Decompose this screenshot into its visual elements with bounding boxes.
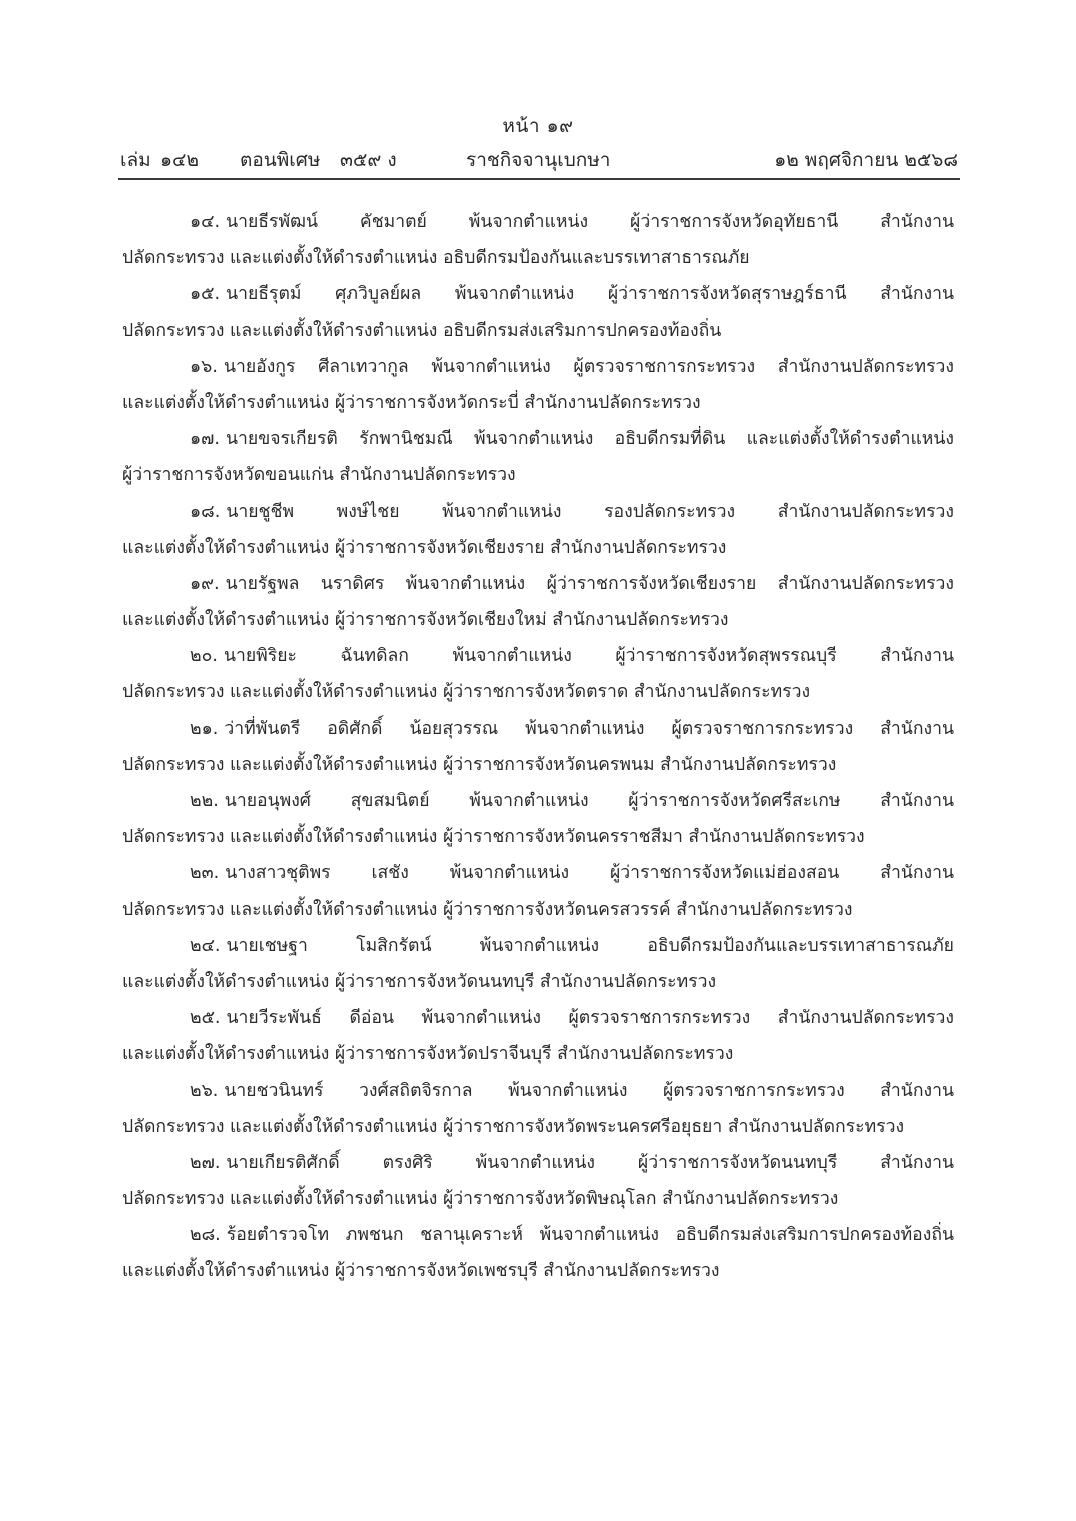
item-line-2: และแต่งตั้งให้ดำรงตำแหน่ง ผู้ว่าราชการจังหวัดเชียงราย สำนักงานปลัดกระทรวง — [122, 537, 727, 558]
volume-number: ๑๔๒ — [160, 149, 199, 171]
item-line-1 — [122, 421, 954, 457]
item-number: ๒๑. — [190, 718, 219, 739]
page-number: หน้า ๑๙ — [502, 115, 574, 137]
list-item — [122, 711, 954, 783]
item-number: ๑๙. — [190, 573, 220, 594]
item-line-1 — [122, 928, 954, 964]
item-number: ๒๓. — [190, 863, 220, 884]
item-line-2: และแต่งตั้งให้ดำรงตำแหน่ง ผู้ว่าราชการจังหวัดเชียงใหม่ สำนักงานปลัดกระทรวง — [122, 610, 729, 631]
volume-label: เล่ม — [120, 149, 151, 171]
item-text: นายขจรเกียรติ รักพานิชมณี พ้นจากตำแหน่ง อธิบดีกรมที่ดิน และแต่งตั้งให้ดำรงตำแหน่ง — [226, 429, 954, 450]
item-line-2: และแต่งตั้งให้ดำรงตำแหน่ง ผู้ว่าราชการจังหวัดปราจีนบุรี สำนักงานปลัดกระทรวง — [122, 1044, 734, 1065]
publication-date: ๑๒ พฤศจิกายน ๒๕๖๘ — [774, 149, 958, 171]
item-line-2: ปลัดกระทรวง และแต่งตั้งให้ดำรงตำแหน่ง ผู้ว่าราชการจังหวัดพระนครศรีอยุธยา สำนักงานปลัดกระทรวง — [122, 1116, 905, 1137]
list-item — [122, 1000, 954, 1072]
item-line-1 — [122, 1073, 954, 1109]
item-line-1 — [122, 494, 954, 530]
item-number: ๒๘. — [190, 1225, 221, 1246]
list-item — [122, 783, 954, 855]
item-number: ๒๔. — [190, 935, 221, 956]
item-line-2: ปลัดกระทรวง และแต่งตั้งให้ดำรงตำแหน่ง ผู้ว่าราชการจังหวัดนครสวรรค์ สำนักงานปลัดกระทรวง — [122, 899, 853, 920]
item-line-2: ปลัดกระทรวง และแต่งตั้งให้ดำรงตำแหน่ง อธิบดีกรมป้องกันและบรรเทาสาธารณภัย — [122, 248, 750, 269]
list-item — [122, 638, 954, 710]
item-line-2: ปลัดกระทรวง และแต่งตั้งให้ดำรงตำแหน่ง ผู้ว่าราชการจังหวัดนครพนม สำนักงานปลัดกระทรวง — [122, 754, 837, 775]
item-line-1 — [122, 349, 954, 385]
item-line-2: ผู้ว่าราชการจังหวัดขอนแก่น สำนักงานปลัดกระทรวง — [122, 465, 516, 486]
publication-title: ราชกิจจานุเบกษา — [466, 149, 611, 171]
header-divider — [118, 178, 960, 180]
item-line-1 — [122, 1145, 954, 1181]
item-line-1 — [122, 204, 954, 240]
item-number: ๑๔. — [190, 212, 221, 232]
item-text: นายธีรพัฒน์ คัชมาตย์ พ้นจากตำแหน่ง ผู้ว่าราชการจังหวัดอุทัยธานี สำนักงาน — [226, 212, 954, 232]
item-line-2: ปลัดกระทรวง และแต่งตั้งให้ดำรงตำแหน่ง ผู้ว่าราชการจังหวัดนครราชสีมา สำนักงานปลัดกระทรวง — [122, 827, 865, 848]
issue-label: ตอนพิเศษ — [240, 149, 321, 171]
item-line-1 — [122, 1000, 954, 1036]
item-text: นายรัฐพล นราดิศร พ้นจากตำแหน่ง ผู้ว่าราชการจังหวัดเชียงราย สำนักงานปลัดกระทรวง — [225, 573, 954, 594]
list-item — [122, 494, 954, 566]
list-item — [122, 276, 954, 348]
item-number: ๒๕. — [190, 1008, 221, 1029]
item-number: ๑๘. — [190, 501, 221, 522]
list-item — [122, 1217, 954, 1289]
item-text: ร้อยตำรวจโท ภพชนก ชลานุเคราะห์ พ้นจากตำแหน่ง อธิบดีกรมส่งเสริมการปกครองท้องถิ่น — [226, 1225, 954, 1246]
item-line-2: และแต่งตั้งให้ดำรงตำแหน่ง ผู้ว่าราชการจังหวัดนนทบุรี สำนักงานปลัดกระทรวง — [122, 971, 717, 992]
document-body — [122, 204, 954, 1290]
list-item — [122, 349, 954, 421]
item-line-2: ปลัดกระทรวง และแต่งตั้งให้ดำรงตำแหน่ง ผู้ว่าราชการจังหวัดพิษณุโลก สำนักงานปลัดกระทรวง — [122, 1189, 839, 1210]
item-line-2: และแต่งตั้งให้ดำรงตำแหน่ง ผู้ว่าราชการจังหวัดกระบี่ สำนักงานปลัดกระทรวง — [122, 392, 701, 413]
list-item — [122, 566, 954, 638]
list-item — [122, 1073, 954, 1145]
item-line-1 — [122, 855, 954, 891]
item-text: ว่าที่พันตรี อดิศักดิ์ น้อยสุวรรณ พ้นจากตำแหน่ง ผู้ตรวจราชการกระทรวง สำนักงาน — [224, 718, 954, 739]
item-text: นายชวนินทร์ วงศ์สถิตจิรกาล พ้นจากตำแหน่ง ผู้ตรวจราชการกระทรวง สำนักงาน — [224, 1080, 954, 1101]
item-text: นายอังกูร ศีลาเทวากูล พ้นจากตำแหน่ง ผู้ตรวจราชการกระทรวง สำนักงานปลัดกระทรวง — [223, 356, 954, 377]
item-line-1 — [122, 566, 954, 602]
item-line-1 — [122, 711, 954, 747]
list-item — [122, 855, 954, 927]
item-text: นายเชษฐา โมสิกรัตน์ พ้นจากตำแหน่ง อธิบดีกรมป้องกันและบรรเทาสาธารณภัย — [226, 935, 954, 956]
list-item — [122, 1145, 954, 1217]
item-text: นายชูชีพ พงษ์ไชย พ้นจากตำแหน่ง รองปลัดกระทรวง สำนักงานปลัดกระทรวง — [226, 501, 954, 522]
item-text: นายพิริยะ ฉันทดิลก พ้นจากตำแหน่ง ผู้ว่าราชการจังหวัดสุพรรณบุรี สำนักงาน — [223, 646, 954, 667]
item-line-1 — [122, 1217, 954, 1253]
item-text: นายอนุพงศ์ สุขสมนิตย์ พ้นจากตำแหน่ง ผู้ว่าราชการจังหวัดศรีสะเกษ สำนักงาน — [224, 791, 954, 811]
item-number: ๒๗. — [190, 1152, 221, 1173]
item-line-2: ปลัดกระทรวง และแต่งตั้งให้ดำรงตำแหน่ง อธิบดีกรมส่งเสริมการปกครองท้องถิ่น — [122, 320, 722, 341]
item-number: ๒๖. — [190, 1080, 219, 1101]
item-number: ๑๗. — [190, 429, 220, 450]
item-text: นายเกียรติศักดิ์ ตรงศิริ พ้นจากตำแหน่ง ผู้ว่าราชการจังหวัดนนทบุรี สำนักงาน — [226, 1152, 954, 1173]
item-line-2: และแต่งตั้งให้ดำรงตำแหน่ง ผู้ว่าราชการจังหวัดเพชรบุรี สำนักงานปลัดกระทรวง — [122, 1261, 720, 1282]
running-header — [120, 145, 958, 175]
list-item — [122, 204, 954, 276]
item-text: นายธีรุตม์ ศุภวิบูลย์ผล พ้นจากตำแหน่ง ผู้ว่าราชการจังหวัดสุราษฎร์ธานี สำนักงาน — [226, 284, 954, 305]
issue-number: ๓๕๙ ง — [340, 149, 397, 171]
item-number: ๑๖. — [190, 356, 218, 377]
item-line-1 — [122, 276, 954, 312]
list-item — [122, 421, 954, 493]
item-number: ๑๕. — [190, 284, 221, 305]
item-number: ๒๒. — [190, 791, 219, 811]
item-number: ๒๐. — [190, 646, 218, 667]
list-item — [122, 928, 954, 1000]
item-line-1 — [122, 638, 954, 674]
item-text: นางสาวชุติพร เสชัง พ้นจากตำแหน่ง ผู้ว่าราชการจังหวัดแม่ฮ่องสอน สำนักงาน — [225, 863, 954, 884]
item-line-1 — [122, 783, 954, 819]
item-line-2: ปลัดกระทรวง และแต่งตั้งให้ดำรงตำแหน่ง ผู้ว่าราชการจังหวัดตราด สำนักงานปลัดกระทรวง — [122, 682, 811, 703]
item-text: นายวีระพันธ์ ดีอ่อน พ้นจากตำแหน่ง ผู้ตรวจราชการกระทรวง สำนักงานปลัดกระทรวง — [226, 1008, 954, 1029]
